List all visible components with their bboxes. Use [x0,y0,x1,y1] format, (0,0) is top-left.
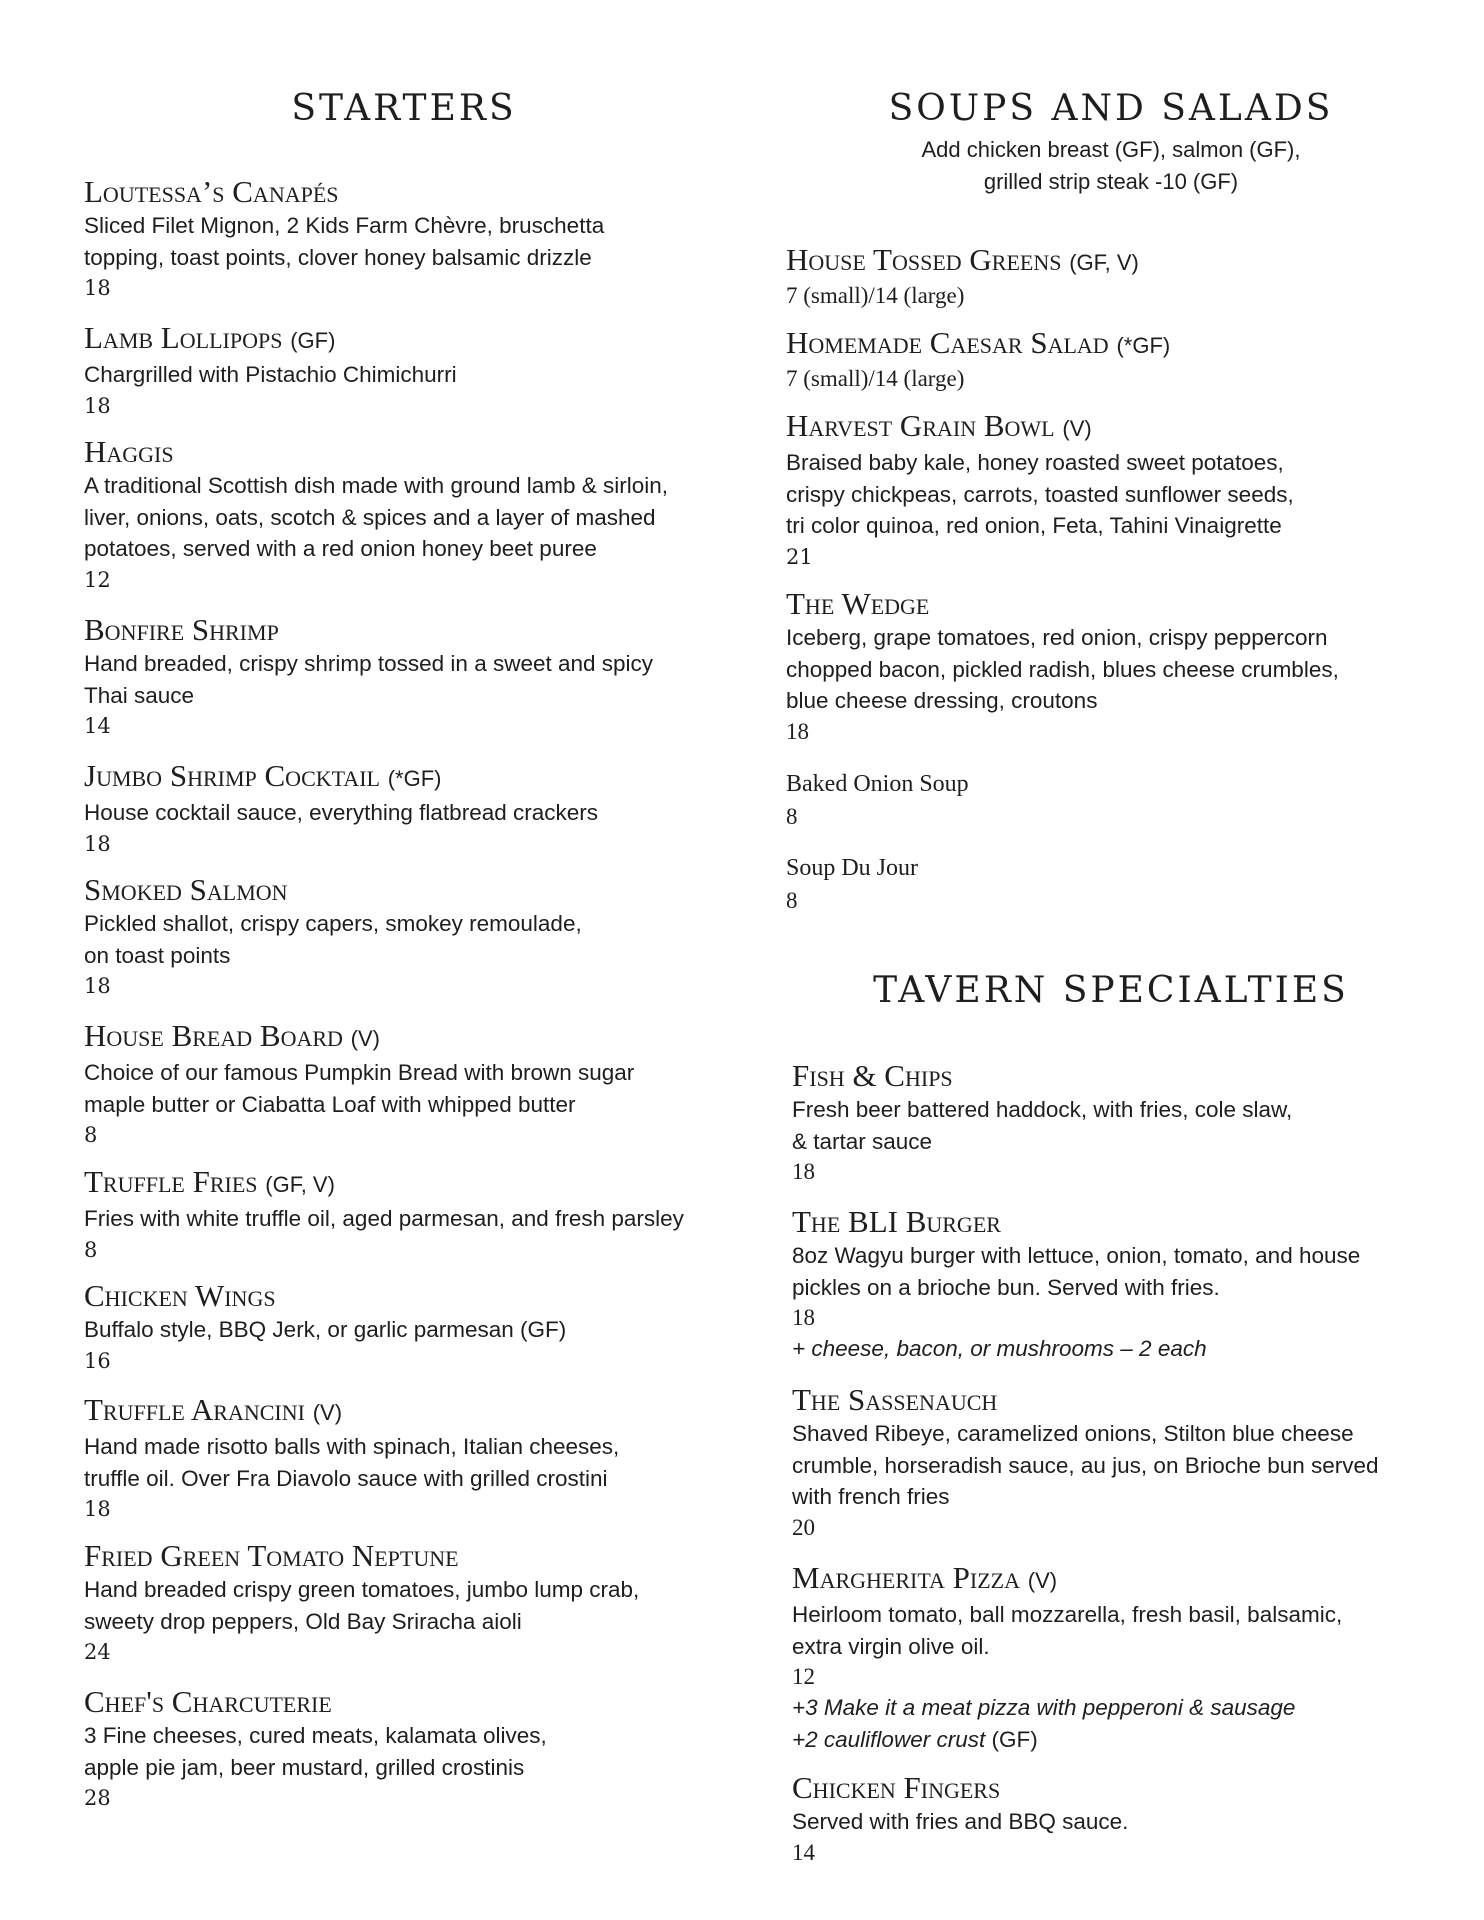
item-description: Shaved Ribeye, caramelized onions, Stilton blue cheese crumble, horseradish sauce, au jus, on Brioche bun served with french fries [792,1421,1379,1509]
section-subtitle-add-ons: Add chicken breast (GF), salmon (GF), grilled strip steak -10 (GF) [921,137,1301,194]
item-description: Fresh beer battered haddock, with fries, cole slaw, & tartar sauce [792,1097,1293,1154]
menu-item-homemade-caesar-salad [786,325,1436,394]
item-name: Smoked Salmon [84,872,288,907]
item-price: 8 [84,1237,98,1262]
item-price: 8 [786,804,798,829]
menu-item-haggis [84,434,724,595]
item-price: 16 [84,1348,111,1373]
item-price: 28 [84,1786,111,1810]
menu-item-fish-and-chips [792,1058,1436,1187]
item-dietary-tag: (*GF) [1116,333,1171,358]
menu-item-jumbo-shrimp-cocktail [84,758,724,859]
menu-item-chicken-fingers [792,1770,1436,1868]
menu-item-loutessas-canapes [84,174,724,303]
menu-item-truffle-arancini [84,1392,724,1524]
menu-item-house-bread-board [84,1018,724,1150]
item-dietary-tag: (GF) [290,328,336,353]
item-dietary-tag: (V) [1027,1568,1058,1593]
menu-item-house-tossed-greens [786,242,1436,311]
item-description: Choice of our famous Pumpkin Bread with brown sugar maple butter or Ciabatta Loaf with whipped butter [84,1060,635,1117]
item-price: 18 [84,276,111,300]
item-price: 20 [792,1514,815,1540]
item-dietary-tag: (V) [1062,416,1092,441]
menu-item-soup-du-jour [786,850,1436,916]
item-name: Soup Du Jour [786,855,919,881]
menu-item-bonfire-shrimp [84,612,724,741]
section-title-starters: STARTERS [291,88,517,129]
item-description: Sliced Filet Mignon, 2 Kids Farm Chèvre, bruschetta topping, toast points, clover honey balsamic drizzle [84,213,605,270]
item-name: The Sassenauch [792,1382,998,1417]
item-name: Fried Green Tomato Neptune [84,1538,459,1573]
item-description: A traditional Scottish dish made with ground lamb & sirloin, liver, onions, oats, scotch & spices and a layer of mashed potatoes, served with a red onion honey beet puree [84,473,669,561]
item-dietary-tag: (V) [312,1400,343,1425]
item-name: Haggis [84,434,174,469]
menu-item-margherita-pizza [792,1560,1436,1755]
menu-item-bli-burger [792,1204,1436,1365]
menu-item-the-sassenauch [792,1382,1436,1543]
item-add-on: + cheese, bacon, or mushrooms – 2 each [792,1336,1207,1361]
section-title-soups-and-salads: SOUPS AND SALADS [888,88,1334,129]
item-price: 21 [786,544,813,569]
item-price: 7 (small)/14 (large) [786,366,965,391]
item-description: Fries with white truffle oil, aged parmesan, and fresh parsley [84,1206,684,1231]
menu-item-fried-green-tomato-neptune [84,1538,724,1667]
item-price: 24 [84,1640,111,1664]
item-price: 18 [786,718,809,744]
menu-item-chefs-charcuterie [84,1684,724,1813]
section-title-tavern-specialties: TAVERN SPECIALTIES [873,970,1349,1011]
item-dietary-tag: (*GF) [387,766,442,791]
item-name: Bonfire Shrimp [84,612,279,647]
item-name: Fish & Chips [792,1058,953,1093]
item-name: Truffle Arancini [84,1392,305,1427]
item-description: Buffalo style, BBQ Jerk, or garlic parmesan (GF) [84,1317,567,1342]
item-name: House Tossed Greens [786,242,1062,277]
item-price: 18 [84,831,111,856]
item-description: Hand breaded, crispy shrimp tossed in a sweet and spicy Thai sauce [84,651,654,708]
item-add-on-cauliflower [792,1724,1436,1756]
item-name: House Bread Board [84,1018,343,1053]
item-description: Iceberg, grape tomatoes, red onion, crispy peppercorn chopped bacon, pickled radish, blues cheese crumbles, blue cheese dressing, croutons [786,625,1339,713]
item-price: 18 [792,1305,815,1330]
menu-item-lamb-lollipops [84,320,724,421]
item-price: 18 [792,1159,815,1184]
item-price: 14 [792,1839,815,1865]
menu-item-the-wedge [786,586,1436,747]
item-dietary-tag: (GF, V) [265,1172,335,1197]
item-name: Loutessa’s Canapés [84,174,339,209]
item-name: Jumbo Shrimp Cocktail [84,758,380,793]
item-price: 12 [792,1664,815,1689]
item-description: Served with fries and BBQ sauce. [792,1809,1129,1834]
item-name: The Wedge [786,586,930,621]
item-description: Hand made risotto balls with spinach, Italian cheeses, truffle oil. Over Fra Diavolo sauce with grilled crostini [84,1434,620,1491]
item-description: Pickled shallot, crispy capers, smokey remoulade, on toast points [84,911,582,968]
item-price: 18 [84,974,111,998]
item-name: Chef's Charcuterie [84,1684,332,1719]
item-add-on: +3 Make it a meat pizza with pepperoni & sausage [792,1695,1296,1720]
item-description: Braised baby kale, honey roasted sweet potatoes, crispy chickpeas, carrots, toasted sunflower seeds, tri color quinoa, red onion, Feta, Tahini Vinaigrette [786,450,1294,538]
item-name: Lamb Lollipops [84,320,283,355]
item-price: 7 (small)/14 (large) [786,283,965,308]
item-description: Hand breaded crispy green tomatoes, jumbo lump crab, sweety drop peppers, Old Bay Sriracha aioli [84,1577,640,1634]
menu-item-harvest-grain-bowl [786,408,1436,572]
item-price: 8 [84,1123,98,1147]
item-dietary-tag: (V) [350,1026,380,1051]
item-description: Heirloom tomato, ball mozzarella, fresh basil, balsamic, extra virgin olive oil. [792,1602,1343,1659]
item-description: 3 Fine cheeses, cured meats, kalamata olives, apple pie jam, beer mustard, grilled crostinis [84,1723,547,1780]
item-description: 8oz Wagyu burger with lettuce, onion, tomato, and house pickles on a brioche bun. Served with fries. [792,1243,1361,1300]
item-price: 14 [84,714,111,738]
item-name: The BLI Burger [792,1204,1001,1239]
item-name: Harvest Grain Bowl [786,408,1055,443]
item-name: Baked Onion Soup [786,771,969,797]
item-dietary-tag: (GF) [991,1726,1038,1752]
item-price: 12 [84,567,111,592]
item-name: Chicken Fingers [792,1770,1001,1805]
item-price: 8 [786,888,798,913]
menu-item-baked-onion-soup [786,766,1436,832]
item-dietary-tag: (GF, V) [1069,250,1139,275]
menu-item-truffle-fries [84,1164,724,1265]
item-description: Chargrilled with Pistachio Chimichurri [84,362,457,387]
item-name: Margherita Pizza [792,1560,1020,1595]
item-name: Chicken Wings [84,1278,276,1313]
item-description: House cocktail sauce, everything flatbread crackers [84,800,598,825]
menu-item-chicken-wings [84,1278,724,1376]
item-name: Homemade Caesar Salad [786,325,1109,360]
item-name: Truffle Fries [84,1164,258,1199]
menu-item-smoked-salmon [84,872,724,1001]
item-price: 18 [84,1497,111,1521]
item-price: 18 [84,393,111,418]
item-add-on-text: +2 cauliflower crust [792,1726,986,1752]
